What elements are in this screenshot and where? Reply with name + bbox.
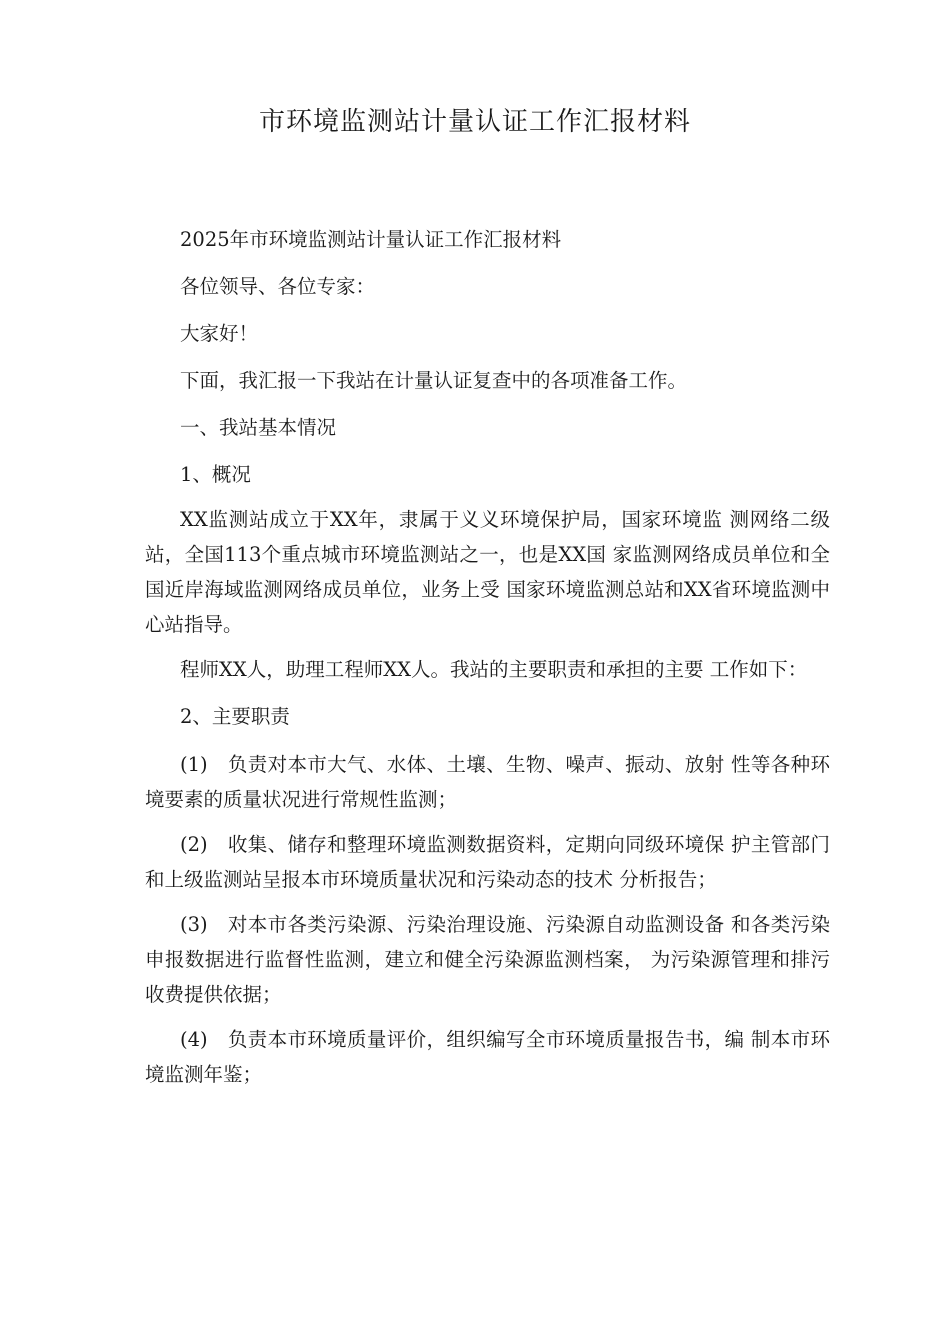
paragraph-greeting: 大家好！: [180, 322, 259, 345]
section-heading-basic-info: 一、我站基本情况: [180, 416, 337, 439]
document-title: 市环境监测站计量认证工作汇报材料: [258, 107, 691, 137]
paragraph-subtitle: 2025年市环境监测站计量认证工作汇报材料: [180, 228, 562, 251]
paragraph-salutation: 各位领导、各位专家：: [180, 275, 376, 298]
paragraph-overview: XX监测站成立于XX年，隶属于义义环境保护局，国家环境监 测网络二级站，全国113个重点城市环境监测站之一，也是XX国 家监测网络成员单位和全国近岸海域监测网络成员单位，业务上受 国家环境监测总站和XX省环境监测中心站指导。: [145, 508, 830, 636]
paragraph-intro: 下面，我汇报一下我站在计量认证复查中的各项准备工作。: [180, 369, 688, 392]
subsection-heading-duties: 2、主要职责: [180, 705, 290, 728]
duty-item-3: (3) 对本市各类污染源、污染治理设施、污染源自动监测设备 和各类污染申报数据进行监督性监测，建立和健全污染源监测档案， 为污染源管理和排污收费提供依据；: [145, 913, 830, 1006]
duty-item-1: (1) 负责对本市大气、水体、土壤、生物、噪声、振动、放射 性等各种环境要素的质量状况进行常规性监测；: [145, 753, 830, 811]
paragraph-staff: 程师XX人，助理工程师XX人。我站的主要职责和承担的主要 工作如下：: [180, 658, 808, 681]
subsection-heading-overview: 1、概况: [180, 463, 251, 486]
duty-item-2: (2) 收集、储存和整理环境监测数据资料，定期向同级环境保 护主管部门和上级监测站呈报本市环境质量状况和污染动态的技术 分析报告；: [145, 833, 830, 891]
document-body: [145, 222, 830, 1092]
duty-item-4: (4) 负责本市环境质量评价，组织编写全市环境质量报告书，编 制本市环境监测年鉴；: [145, 1028, 830, 1086]
